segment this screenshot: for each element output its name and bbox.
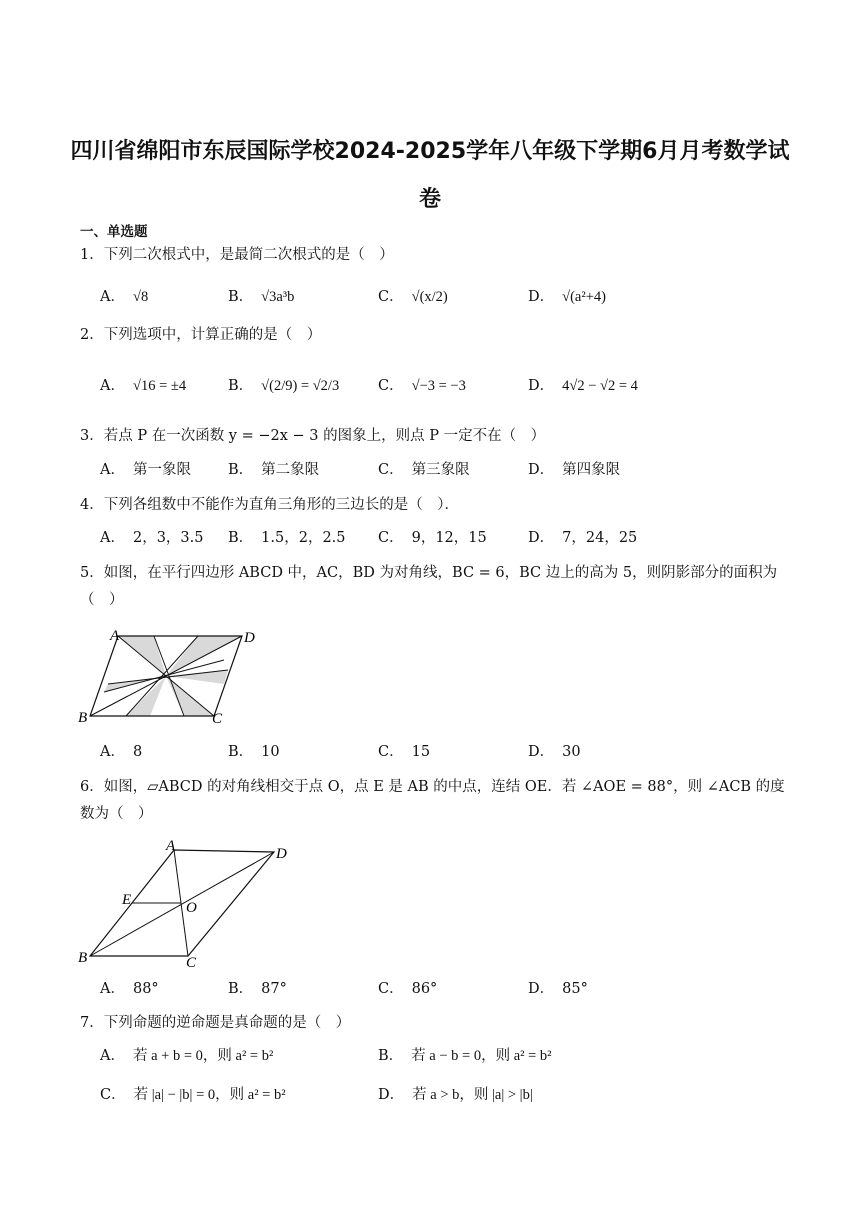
q5-label-a: A xyxy=(110,628,120,644)
q4-option-d[interactable]: D． 7，24，25 xyxy=(528,530,638,546)
q7-option-d[interactable]: D． 若 a > b，则 |a| > |b| xyxy=(378,1087,533,1103)
q7-option-a[interactable]: A． 若 a + b = 0，则 a² = b² xyxy=(100,1048,274,1064)
q1-option-b[interactable]: B． √3a³b xyxy=(228,289,295,305)
q7-option-c[interactable]: C． 若 |a| − |b| = 0，则 a² = b² xyxy=(100,1087,286,1103)
q1-option-a[interactable]: A． √8 xyxy=(100,289,149,305)
q6-parallelogram-figure xyxy=(74,836,304,972)
q2-option-b[interactable]: B． √(2/9) = √2/3 xyxy=(228,378,340,394)
q7-option-b[interactable]: B． 若 a − b = 0，则 a² = b² xyxy=(378,1048,552,1064)
q4-option-c[interactable]: C． 9，12，15 xyxy=(378,530,487,546)
section-heading: 一、单选题 xyxy=(80,224,148,240)
q5-label-b: B xyxy=(78,710,88,726)
question-4-stem: 4．下列各组数中不能作为直角三角形的三边长的是（ ）． xyxy=(80,497,459,513)
q2-option-c[interactable]: C． √−3 = −3 xyxy=(378,378,466,394)
q5-label-c: C xyxy=(212,711,223,726)
q4-option-b[interactable]: B． 1.5，2，2.5 xyxy=(228,530,346,546)
q1-option-c[interactable]: C． √(x/2) xyxy=(378,289,448,305)
q6-label-b: B xyxy=(78,950,88,966)
q6-label-e: E xyxy=(122,892,132,908)
q6-label-d: D xyxy=(276,846,287,862)
question-2-stem: 2．下列选项中，计算正确的是（ ） xyxy=(80,327,322,343)
page-title-line2: 卷 xyxy=(418,187,441,212)
question-6-stem: 6．如图，▱ABCD 的对角线相交于点 O，点 E 是 AB 的中点，连结 OE．若 ∠AOE = 88°，则 ∠ACB 的度数为（ ） xyxy=(80,779,785,822)
page-title: 四川省绵阳市东辰国际学校2024-2025学年八年级下学期6月月考数学试 xyxy=(70,139,790,164)
q3-option-b[interactable]: B． 第二象限 xyxy=(228,462,320,478)
q6-label-c: C xyxy=(186,955,197,971)
q1-option-d[interactable]: D． √(a²+4) xyxy=(528,289,606,305)
question-5-stem: 5．如图，在平行四边形 ABCD 中，AC，BD 为对角线，BC = 6，BC 边上的高为 5，则阴影部分的面积为（ ） xyxy=(80,565,778,608)
q4-option-a[interactable]: A． 2，3，3.5 xyxy=(100,530,204,546)
q3-option-a[interactable]: A． 第一象限 xyxy=(100,462,191,478)
q5-parallelogram-figure xyxy=(74,626,264,726)
q6-label-a: A xyxy=(166,838,176,854)
q3-option-c[interactable]: C． 第三象限 xyxy=(378,462,470,478)
question-7-stem: 7．下列命题的逆命题是真命题的是（ ） xyxy=(80,1015,351,1031)
q5-option-a[interactable]: A． 8 xyxy=(100,744,143,760)
q6-option-a[interactable]: A． 88° xyxy=(100,981,159,997)
q5-label-d: D xyxy=(244,630,255,646)
question-1-stem: 1．下列二次根式中，是最简二次根式的是（ ） xyxy=(80,247,394,263)
q2-option-d[interactable]: D． 4√2 − √2 = 4 xyxy=(528,378,638,394)
q2-option-a[interactable]: A． √16 = ±4 xyxy=(100,378,187,394)
q6-option-c[interactable]: C． 86° xyxy=(378,981,438,997)
q3-option-d[interactable]: D． 第四象限 xyxy=(528,462,621,478)
q6-label-o: O xyxy=(186,900,197,916)
q5-option-d[interactable]: D． 30 xyxy=(528,744,581,760)
q5-option-b[interactable]: B． 10 xyxy=(228,744,280,760)
q6-option-d[interactable]: D． 85° xyxy=(528,981,588,997)
question-3-stem: 3．若点 P 在一次函数 y = −2x − 3 的图象上，则点 P 一定不在（ ） xyxy=(80,428,546,444)
q5-option-c[interactable]: C． 15 xyxy=(378,744,431,760)
q6-option-b[interactable]: B． 87° xyxy=(228,981,287,997)
